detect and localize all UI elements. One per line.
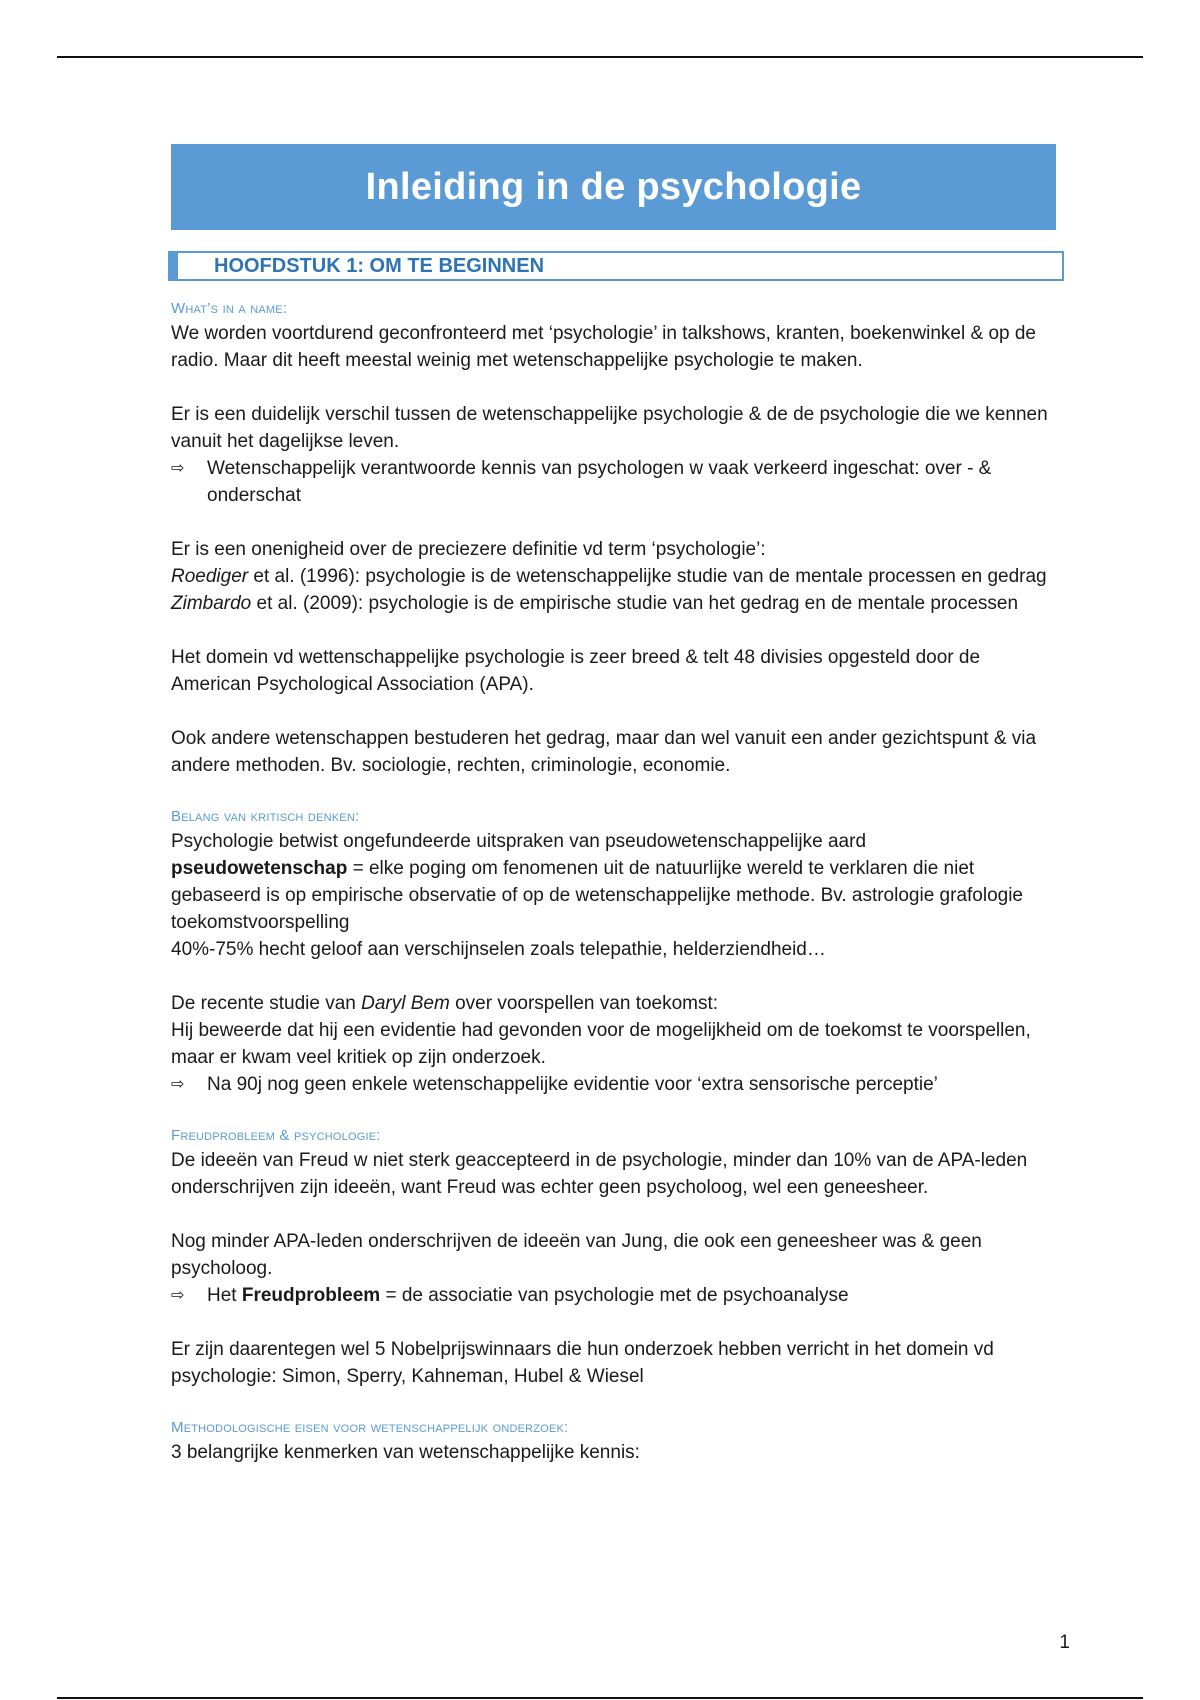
definition-text: = elke poging om fenomenen uit de natuurlijke wereld te verklaren die niet gebaseerd is op empirische observatie of op de wetenschappelijke methode. Bv. astrologie grafologie toekomstvoorspelling [171, 858, 1023, 933]
document-title: Inleiding in de psychologie [171, 144, 1056, 230]
author-name: Daryl Bem [361, 993, 450, 1014]
definition-roediger [171, 563, 1061, 590]
term: pseudowetenschap [171, 858, 348, 879]
arrow-bullet-text: Na 90j nog geen enkele wetenschappelijke evidentie voor ‘extra sensorische perceptie’ [207, 1074, 938, 1095]
arrow-bullet [171, 455, 1061, 509]
definition-zimbardo [171, 590, 1061, 617]
text: Het [207, 1285, 242, 1306]
paragraph: Psychologie betwist ongefundeerde uitspraken van pseudowetenschappelijke aard [171, 831, 867, 852]
paragraph: 40%-75% hecht geloof aan verschijnselen zoals telepathie, helderziendheid… [171, 939, 826, 960]
term: Freudprobleem [241, 1285, 381, 1306]
paragraph: We worden voortdurend geconfronteerd met ‘psychologie’ in talkshows, kranten, boekenwinkel & op de radio. Maar dit heeft meestal weinig met wetenschappelijke psychologie te maken. [171, 323, 1037, 371]
definition-text: et al. (2009): psychologie is de empirische studie van het gedrag en de mentale processen [251, 593, 1019, 614]
arrow-icon: ⇨ [171, 460, 185, 477]
paragraph: Hij beweerde dat hij een evidentie had gevonden voor de mogelijkheid om de toekomst te voorspellen, maar er kwam veel kritiek op zijn onderzoek. [171, 1020, 1031, 1068]
footer-rule [57, 1697, 1143, 1699]
text: over voorspellen van toekomst: [449, 993, 719, 1014]
definition-text: et al. (1996): psychologie is de wetenschappelijke studie van de mentale processen en gedrag [248, 566, 1047, 587]
arrow-bullet-text: Wetenschappelijk verantwoorde kennis van psychologen w vaak verkeerd ingeschat: over - & onderschat [207, 458, 992, 506]
text: De recente studie van [171, 993, 362, 1014]
page-number: 1 [1059, 1632, 1070, 1653]
paragraph [171, 990, 1061, 1017]
arrow-bullet [171, 1282, 1061, 1309]
chapter-heading [168, 251, 1064, 281]
arrow-bullet [171, 1071, 1061, 1098]
definition-pseudowetenschap [171, 855, 1061, 936]
paragraph: 3 belangrijke kenmerken van wetenschappelijke kennis: [171, 1442, 640, 1463]
chapter-heading-text: HOOFDSTUK 1: OM TE BEGINNEN [214, 254, 545, 277]
author-name: Zimbardo [171, 593, 252, 614]
paragraph: Er is een duidelijk verschil tussen de wetenschappelijke psychologie & de de psychologie die we kennen vanuit het dagelijkse leven. [171, 404, 1048, 452]
paragraph: Ook andere wetenschappen bestuderen het gedrag, maar dan wel vanuit een ander gezichtspunt & via andere methoden. Bv. sociologie, rechten, criminologie, economie. [171, 728, 1037, 776]
header-rule [57, 56, 1143, 58]
paragraph: De ideeën van Freud w niet sterk geaccepteerd in de psychologie, minder dan 10% van de APA-leden onderschrijven zijn ideeën, want Freud was echter geen psycholoog, wel een geneesheer. [171, 1150, 1028, 1198]
section-heading-freudprobleem: Freudprobleem & psychologie: [171, 1127, 381, 1144]
arrow-bullet-text [207, 1282, 1061, 1309]
paragraph: Er zijn daarentegen wel 5 Nobelprijswinnaars die hun onderzoek hebben verricht in het domein vd psychologie: Simon, Sperry, Kahneman, Hubel & Wiesel [171, 1339, 994, 1387]
arrow-icon: ⇨ [171, 1076, 185, 1093]
text: = de associatie van psychologie met de psychoanalyse [380, 1285, 849, 1306]
paragraph: Er is een onenigheid over de preciezere definitie vd term ‘psychologie’: [171, 539, 766, 560]
section-heading-kritisch-denken: Belang van kritisch denken: [171, 808, 360, 825]
section-heading-methodologische-eisen: Methodologische eisen voor wetenschappelijk onderzoek: [171, 1419, 569, 1436]
document-body [171, 298, 1061, 1466]
section-heading-whats-in-a-name: What’s in a name: [171, 300, 288, 317]
author-name: Roediger [171, 566, 249, 587]
arrow-icon: ⇨ [171, 1287, 185, 1304]
paragraph: Nog minder APA-leden onderschrijven de ideeën van Jung, die ook een geneesheer was & geen psycholoog. [171, 1231, 982, 1279]
paragraph: Het domein vd wettenschappelijke psychologie is zeer breed & telt 48 divisies opgesteld door de American Psychological Association (APA). [171, 647, 981, 695]
